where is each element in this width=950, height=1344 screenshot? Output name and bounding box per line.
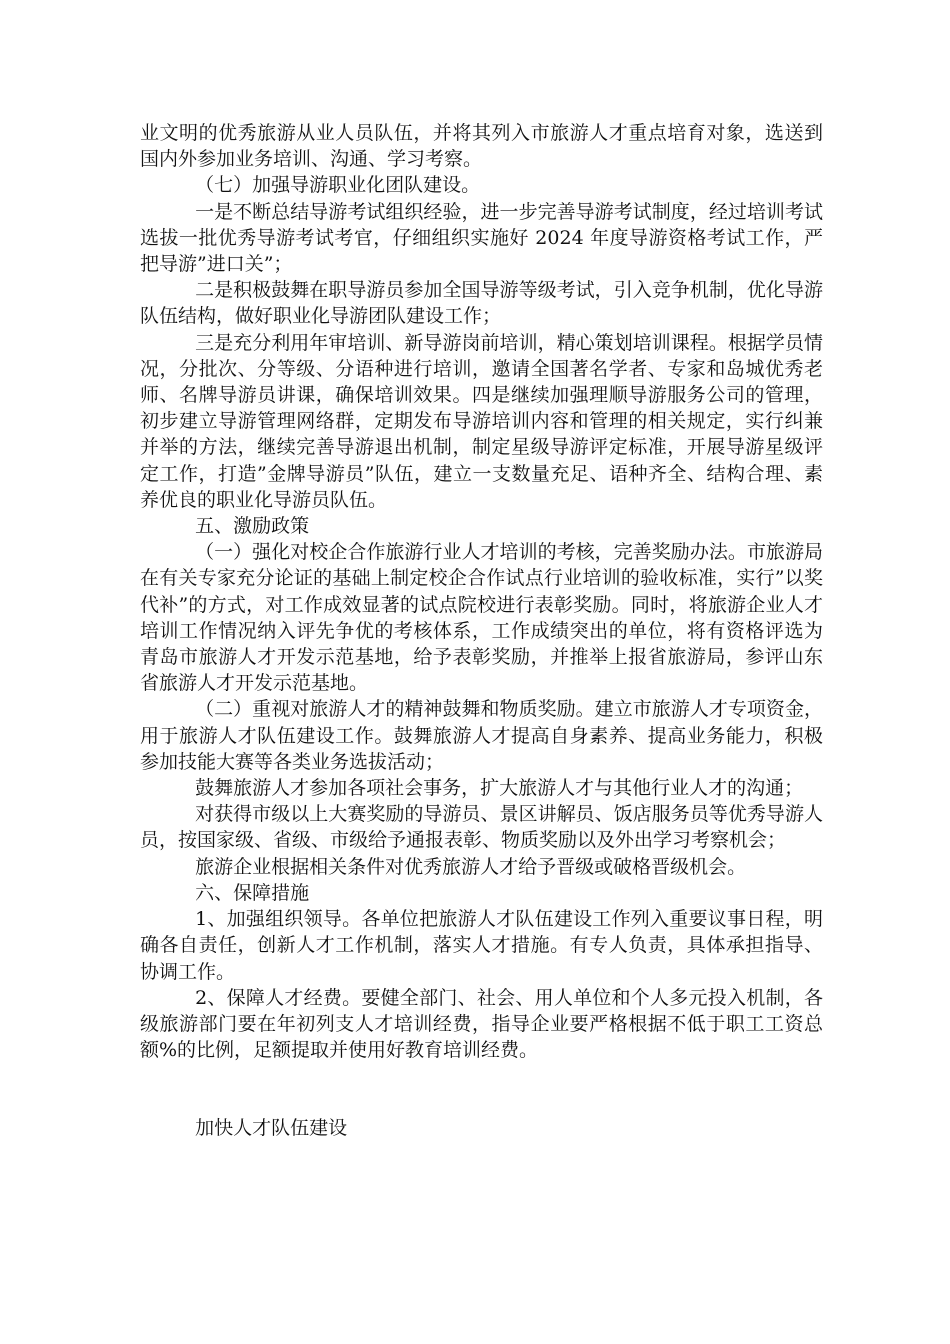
paragraph-10: 对获得市级以上大赛奖励的导游员、景区讲解员、饭店服务员等优秀导游人员，按国家级、省级、市级给予通报表彰、物质奖励以及外出学习考察机会；: [140, 803, 823, 852]
paragraph-8: （二）重视对旅游人才的精神鼓舞和物质奖励。建立市旅游人才专项资金，用于旅游人才队伍建设工作。鼓舞旅游人才提高自身素养、提高业务能力，积极参加技能大赛等各类业务选拔活动；: [140, 698, 823, 773]
document-title: 加快人才队伍建设: [195, 1117, 348, 1140]
paragraph-11: 旅游企业根据相关条件对优秀旅游人才给予晋级或破格晋级机会。: [195, 855, 747, 878]
section-heading-7: （七）加强导游职业化团队建设。: [195, 174, 481, 197]
section-heading-incentive: 五、激励政策: [195, 515, 310, 538]
paragraph-14: 2、保障人才经费。要健全部门、社会、用人单位和个人多元投入机制，各级旅游部门要在年初列支人才培训经费，指导企业要严格根据不低于职工工资总额%的比例，足额提取并使用好教育培训经费。: [140, 986, 823, 1062]
paragraph-4: 二是积极鼓舞在职导游员参加全国导游等级考试，引入竞争机制，优化导游队伍结构，做好职业化导游团队建设工作；: [140, 279, 823, 328]
paragraph-9: 鼓舞旅游人才参加各项社会事务，扩大旅游人才与其他行业人才的沟通；: [195, 777, 804, 800]
section-heading-safeguards: 六、保障措施: [195, 881, 310, 904]
paragraph-13: 1、加强组织领导。各单位把旅游人才队伍建设工作列入重要议事日程，明确各自责任，创新人才工作机制，落实人才措施。有专人负责，具体承担指导、协调工作。: [140, 908, 823, 983]
paragraph-3: 一是不断总结导游考试组织经验，进一步完善导游考试制度，经过培训考试选拔一批优秀导游考试考官，仔细组织实施好 2024 年度导游资格考试工作，严把导游”进口关”；: [140, 200, 823, 276]
paragraph-7: （一）强化对校企合作旅游行业人才培训的考核，完善奖励办法。市旅游局在有关专家充分论证的基础上制定校企合作试点行业培训的验收标准，实行”以奖代补”的方式，对工作成效显著的试点院校进行表彰奖励。同时，将旅游企业人才培训工作情况纳入评先争优的考核体系，工作成绩突出的单位，将有资格评选为青岛市旅游人才开发示范基地，给予表彰奖励，并推举上报省旅游局，参评山东省旅游人才开发示范基地。: [140, 541, 823, 695]
paragraph-1: 业文明的优秀旅游从业人员队伍，并将其列入市旅游人才重点培育对象，选送到国内外参加业务培训、沟通、学习考察。: [140, 122, 823, 171]
document-body: [140, 120, 823, 1142]
paragraph-5: 三是充分利用年审培训、新导游岗前培训，精心策划培训课程。根据学员情况，分批次、分等级、分语种进行培训，邀请全国著名学者、专家和岛城优秀老师、名牌导游员讲课，确保培训效果。四是继续加强理顺导游服务公司的管理，初步建立导游管理网络群，定期发布导游培训内容和管理的相关规定，实行纠兼并举的方法，继续完善导游退出机制，制定星级导游评定标准，开展导游星级评定工作，打造”金牌导游员”队伍，建立一支数量充足、语种齐全、结构合理、素养优良的职业化导游员队伍。: [140, 331, 823, 511]
